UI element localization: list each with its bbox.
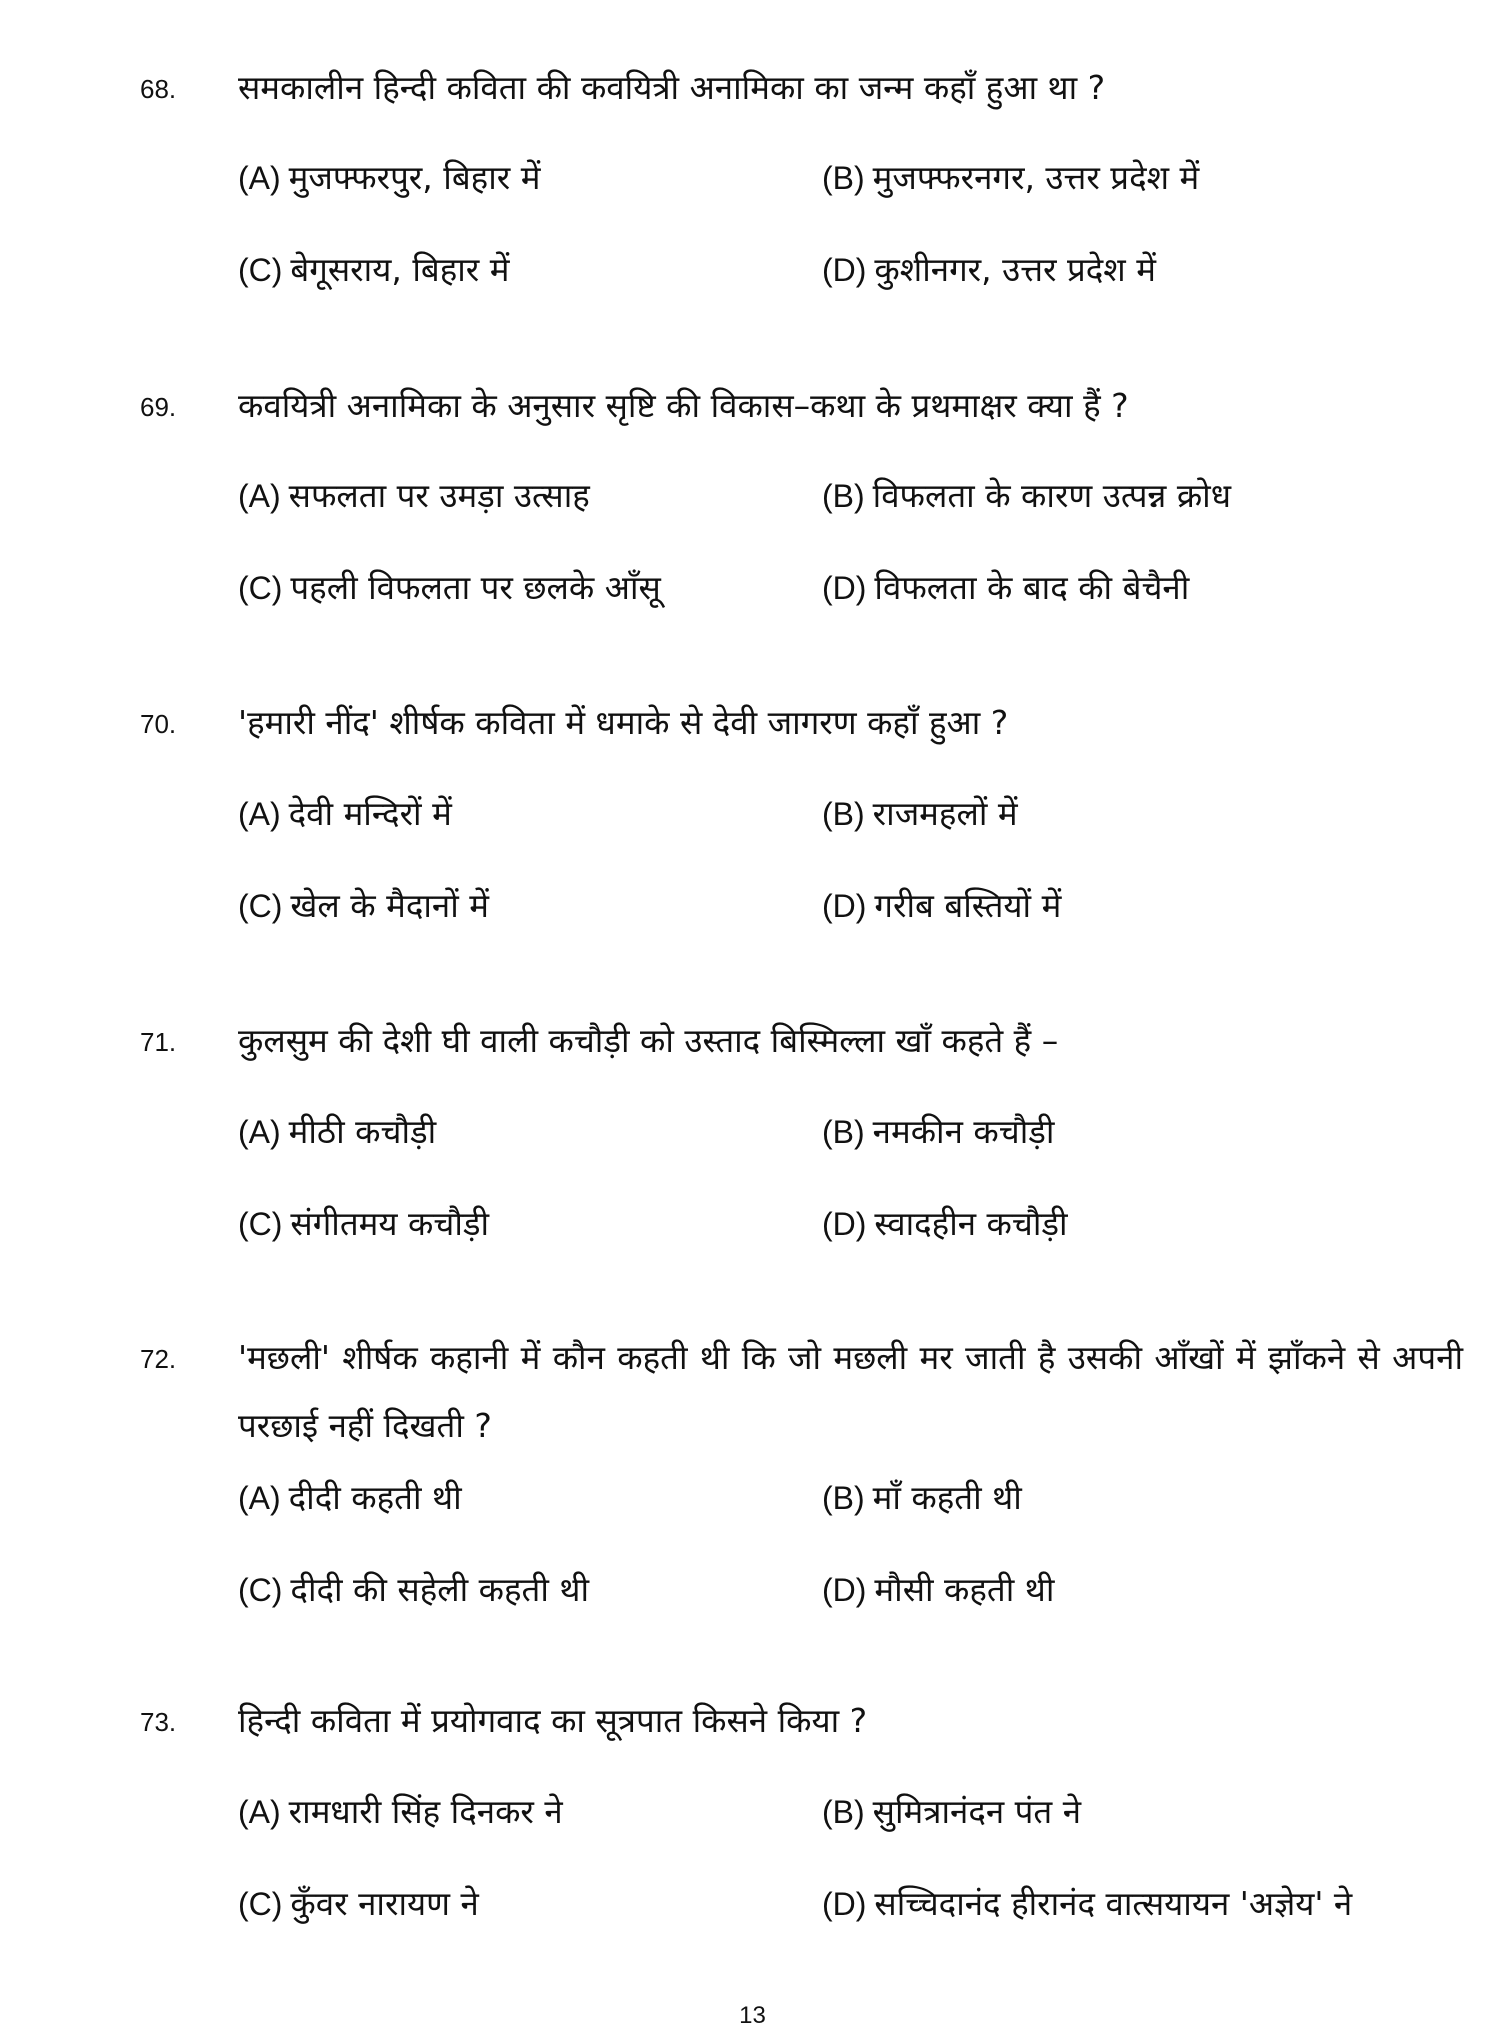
option-label: (C) xyxy=(238,1572,283,1608)
option-c xyxy=(238,1880,479,1925)
option-label: (B) xyxy=(822,1794,865,1830)
question-text: कवयित्री अनामिका के अनुसार सृष्टि की विकास–कथा के प्रथमाक्षर क्या हैं ? xyxy=(238,386,1129,425)
question-text: हिन्दी कविता में प्रयोगवाद का सूत्रपात किसने किया ? xyxy=(238,1701,868,1740)
option-text: पहली विफलता पर छलके आँसू xyxy=(290,568,661,607)
option-c xyxy=(238,882,489,927)
option-label: (D) xyxy=(822,1206,867,1242)
option-text: सच्चिदानंद हीरानंद वात्सयायन 'अज्ञेय' ने xyxy=(874,1884,1353,1923)
option-label: (D) xyxy=(822,570,867,606)
option-label: (A) xyxy=(238,1480,281,1516)
question-text: कुलसुम की देशी घी वाली कचौड़ी को उस्ताद बिस्मिल्ला खाँ कहते हैं – xyxy=(238,1021,1059,1060)
option-d xyxy=(822,1566,1054,1611)
option-label: (D) xyxy=(822,1572,867,1608)
option-text: स्वादहीन कचौड़ी xyxy=(874,1204,1068,1243)
option-a xyxy=(238,1108,436,1153)
option-a xyxy=(238,1474,462,1519)
option-text: दीदी कहती थी xyxy=(288,1478,462,1517)
option-text: माँ कहती थी xyxy=(872,1478,1022,1517)
option-a xyxy=(238,472,590,517)
option-label: (A) xyxy=(238,796,281,832)
question-text: 'मछली' शीर्षक कहानी में कौन कहती थी कि जो मछली मर जाती है उसकी आँखों में झाँकने से अपनी परछाई नहीं दिखती ? xyxy=(238,1338,1463,1445)
option-label: (B) xyxy=(822,160,865,196)
option-label: (C) xyxy=(238,888,283,924)
question-number: 68. xyxy=(140,74,177,104)
option-label: (B) xyxy=(822,1114,865,1150)
option-label: (A) xyxy=(238,1114,281,1150)
option-text: विफलता के बाद की बेचैनी xyxy=(874,568,1190,607)
option-label: (D) xyxy=(822,1886,867,1922)
option-b xyxy=(822,472,1231,517)
option-d xyxy=(822,564,1189,609)
option-a xyxy=(238,790,452,835)
option-a xyxy=(238,1788,563,1833)
option-label: (C) xyxy=(238,570,283,606)
option-text: मीठी कचौड़ी xyxy=(288,1112,437,1151)
option-label: (C) xyxy=(238,1206,283,1242)
option-text: बेगूसराय, बिहार में xyxy=(290,250,510,289)
option-text: कुँवर नारायण ने xyxy=(290,1884,479,1923)
option-text: खेल के मैदानों में xyxy=(290,886,490,925)
option-c xyxy=(238,1566,589,1611)
question-number: 71. xyxy=(140,1027,177,1057)
question-number: 70. xyxy=(140,709,177,739)
option-text: रामधारी सिंह दिनकर ने xyxy=(288,1792,563,1831)
question-text: समकालीन हिन्दी कविता की कवयित्री अनामिका का जन्म कहाँ हुआ था ? xyxy=(238,68,1106,107)
option-text: विफलता के कारण उत्पन्न क्रोध xyxy=(872,476,1232,515)
option-text: गरीब बस्तियों में xyxy=(874,886,1062,925)
option-text: मौसी कहती थी xyxy=(874,1570,1055,1609)
question-text: 'हमारी नींद' शीर्षक कविता में धमाके से देवी जागरण कहाँ हुआ ? xyxy=(238,703,1009,742)
option-text: नमकीन कचौड़ी xyxy=(872,1112,1055,1151)
option-text: मुजफ्फरपुर, बिहार में xyxy=(288,158,541,197)
option-label: (B) xyxy=(822,1480,865,1516)
option-b xyxy=(822,790,1018,835)
option-a xyxy=(238,154,540,199)
question-number: 73. xyxy=(140,1707,177,1737)
option-label: (C) xyxy=(238,252,283,288)
page-number: 13 xyxy=(739,2002,766,2029)
option-label: (D) xyxy=(822,888,867,924)
option-d xyxy=(822,882,1061,927)
option-text: सुमित्रानंदन पंत ने xyxy=(872,1792,1082,1831)
option-label: (B) xyxy=(822,796,865,832)
option-d xyxy=(822,1880,1352,1925)
option-label: (A) xyxy=(238,160,281,196)
option-text: राजमहलों में xyxy=(872,794,1018,833)
option-c xyxy=(238,564,661,609)
option-text: दीदी की सहेली कहती थी xyxy=(290,1570,590,1609)
option-c xyxy=(238,246,510,291)
option-label: (A) xyxy=(238,1794,281,1830)
option-label: (D) xyxy=(822,252,867,288)
question-number: 69. xyxy=(140,392,177,422)
option-d xyxy=(822,1200,1068,1245)
option-b xyxy=(822,1474,1022,1519)
option-label: (B) xyxy=(822,478,865,514)
option-label: (C) xyxy=(238,1886,283,1922)
option-text: मुजफ्फरनगर, उत्तर प्रदेश में xyxy=(872,158,1200,197)
option-d xyxy=(822,246,1156,291)
option-label: (A) xyxy=(238,478,281,514)
option-text: संगीतमय कचौड़ी xyxy=(290,1204,490,1243)
option-text: सफलता पर उमड़ा उत्साह xyxy=(288,476,590,515)
option-text: देवी मन्दिरों में xyxy=(288,794,452,833)
option-b xyxy=(822,1788,1081,1833)
question-number: 72. xyxy=(140,1344,177,1374)
option-c xyxy=(238,1200,489,1245)
option-text: कुशीनगर, उत्तर प्रदेश में xyxy=(874,250,1156,289)
option-b xyxy=(822,154,1199,199)
option-b xyxy=(822,1108,1054,1153)
